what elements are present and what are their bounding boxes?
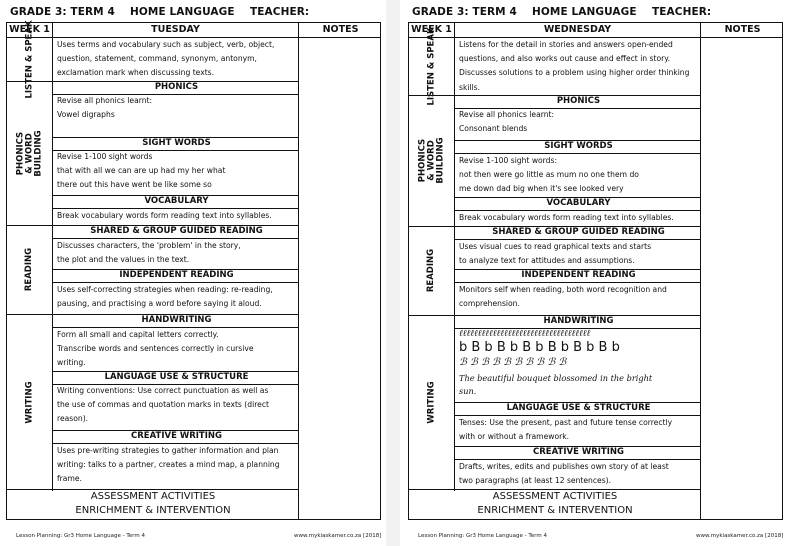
language-use-title: LANGUAGE USE & STRUCTURE: [104, 372, 249, 382]
sight-words-title: SIGHT WORDS: [142, 138, 211, 148]
column-header-row: [7, 23, 380, 38]
notes-header: NOTES: [322, 24, 359, 35]
week-header: WEEK 1: [409, 23, 455, 37]
phonics-text: Revise all phonics learnt: Consonant blends: [459, 110, 555, 134]
page-footer-right: www.mykiaskamer.co.za [2018]: [696, 533, 784, 539]
reading-section-label: READING: [24, 247, 35, 292]
creative-writing-title: CREATIVE WRITING: [533, 447, 624, 457]
listen-speak-text: Uses terms and vocabulary such as subject, verb, object, question, statement, command, synonym, antonym, exclamation mark when discussing texts.: [57, 40, 275, 78]
page-footer-right: www.mykiaskamer.co.za [2018]: [294, 533, 382, 539]
day-header: TUESDAY: [53, 23, 299, 37]
lesson-table: [6, 19, 381, 520]
handwriting-text: Form all small and capital letters correctly. Transcribe words and sentences correctly in cursive writing.: [57, 330, 254, 368]
shared-reading-text: Discusses characters, the 'problem' in the story, the plot and the values in the text.: [57, 241, 241, 265]
sight-words-text: Revise 1-100 sight words that with all we can are up had my her what there out this have went be like some so: [57, 152, 226, 190]
enrichment-label: ENRICHMENT & INTERVENTION: [477, 505, 633, 516]
creative-writing-text: Drafts, writes, edits and publishes own story of at least two paragraphs (at least 12 sentences).: [459, 462, 669, 486]
handwriting-b-print: b B b B b B b B b B b B b: [459, 340, 620, 355]
right-page: [404, 0, 785, 546]
independent-reading-title: INDEPENDENT READING: [521, 270, 636, 280]
language-use-text: Writing conventions: Use correct punctuation as well as the use of commas and quotation marks in texts (direct reason).: [57, 386, 269, 424]
phonics-title: PHONICS: [556, 96, 601, 106]
page-footer-left: Lesson Planning: Gr3 Home Language - Term 4: [16, 533, 145, 539]
language-use-title: LANGUAGE USE & STRUCTURE: [506, 403, 651, 413]
vocabulary-text: Break vocabulary words form reading text into syllables.: [459, 213, 674, 222]
enrichment-label: ENRICHMENT & INTERVENTION: [75, 505, 231, 516]
assessment-label: ASSESSMENT ACTIVITIES: [492, 491, 618, 502]
handwriting-title: HANDWRITING: [141, 315, 212, 325]
handwriting-sentence: The beautiful bouquet blossomed in the bright sun.: [459, 373, 653, 396]
grade-term-label: GRADE 3: TERM 4: [412, 6, 517, 18]
left-page: [2, 0, 383, 546]
column-header-row: [409, 23, 782, 38]
reading-section-label: READING: [426, 248, 437, 293]
phonics-text: Revise all phonics learnt: Vowel digraphs: [57, 96, 153, 120]
listen-speak-section-label: LISTEN & SPEAK: [24, 19, 35, 99]
shared-reading-text: Uses visual cues to read graphical texts and starts to analyze text for attitudes and assumptions.: [459, 242, 652, 266]
subject-label: HOME LANGUAGE: [532, 6, 637, 18]
teacher-label: TEACHER:: [250, 6, 310, 18]
teacher-label: TEACHER:: [652, 6, 712, 18]
sight-words-title: SIGHT WORDS: [544, 141, 613, 151]
page-gutter: [386, 0, 400, 546]
independent-reading-title: INDEPENDENT READING: [119, 270, 234, 280]
phonics-section-label: PHONICS & WORD BUILDING: [417, 137, 446, 184]
shared-reading-title: SHARED & GROUP GUIDED READING: [90, 226, 263, 236]
page-header: [6, 6, 379, 20]
handwriting-b-cursive: ℬ ℬ ℬ ℬ ℬ ℬ ℬ ℬ ℬ ℬ: [459, 357, 567, 368]
writing-section-label: WRITING: [426, 380, 437, 424]
page-header: [408, 6, 781, 20]
language-use-text: Tenses: Use the present, past and future tense correctly with or without a framework.: [459, 418, 673, 442]
vocabulary-title: VOCABULARY: [144, 196, 209, 206]
writing-section-label: WRITING: [24, 381, 35, 424]
listen-speak-section-label: LISTEN & SPEAK: [426, 26, 437, 106]
handwriting-loop-practice: ℓℓℓℓℓℓℓℓℓℓℓℓℓℓℓℓℓℓℓℓℓℓℓℓℓℓℓℓℓℓℓℓℓℓℓ: [459, 329, 591, 339]
subject-label: HOME LANGUAGE: [130, 6, 235, 18]
phonics-section-label: PHONICS & WORD BUILDING: [15, 129, 44, 177]
week-header: WEEK 1: [7, 23, 53, 37]
vocabulary-text: Break vocabulary words form reading text into syllables.: [57, 211, 272, 220]
page-footer-left: Lesson Planning: Gr3 Home Language - Term 4: [418, 533, 547, 539]
grade-term-label: GRADE 3: TERM 4: [10, 6, 115, 18]
creative-writing-title: CREATIVE WRITING: [131, 431, 222, 441]
day-header: WEDNESDAY: [455, 23, 701, 37]
listen-speak-text: Listens for the detail in stories and answers open-ended questions, and also works out cause and effect in story. Discusses solutions to a problem using higher order thinking skills.: [459, 40, 690, 92]
lesson-table: [408, 22, 783, 520]
phonics-title: PHONICS: [154, 82, 199, 92]
creative-writing-text: Uses pre-writing strategies to gather information and plan writing: talks to a partner, creates a mind map, a planning frame.: [57, 446, 280, 484]
notes-header: NOTES: [724, 24, 761, 35]
independent-reading-text: Monitors self when reading, both word recognition and comprehension.: [459, 285, 667, 309]
sight-words-text: Revise 1-100 sight words: not then were go little as mum no one them do me down dad big when it's see looked very: [459, 156, 639, 194]
handwriting-title: HANDWRITING: [543, 316, 614, 326]
vocabulary-title: VOCABULARY: [546, 198, 611, 208]
assessment-label: ASSESSMENT ACTIVITIES: [90, 491, 216, 502]
independent-reading-text: Uses self-correcting strategies when reading: re-reading, pausing, and practising a word before saying it aloud.: [57, 285, 273, 309]
shared-reading-title: SHARED & GROUP GUIDED READING: [492, 227, 665, 237]
